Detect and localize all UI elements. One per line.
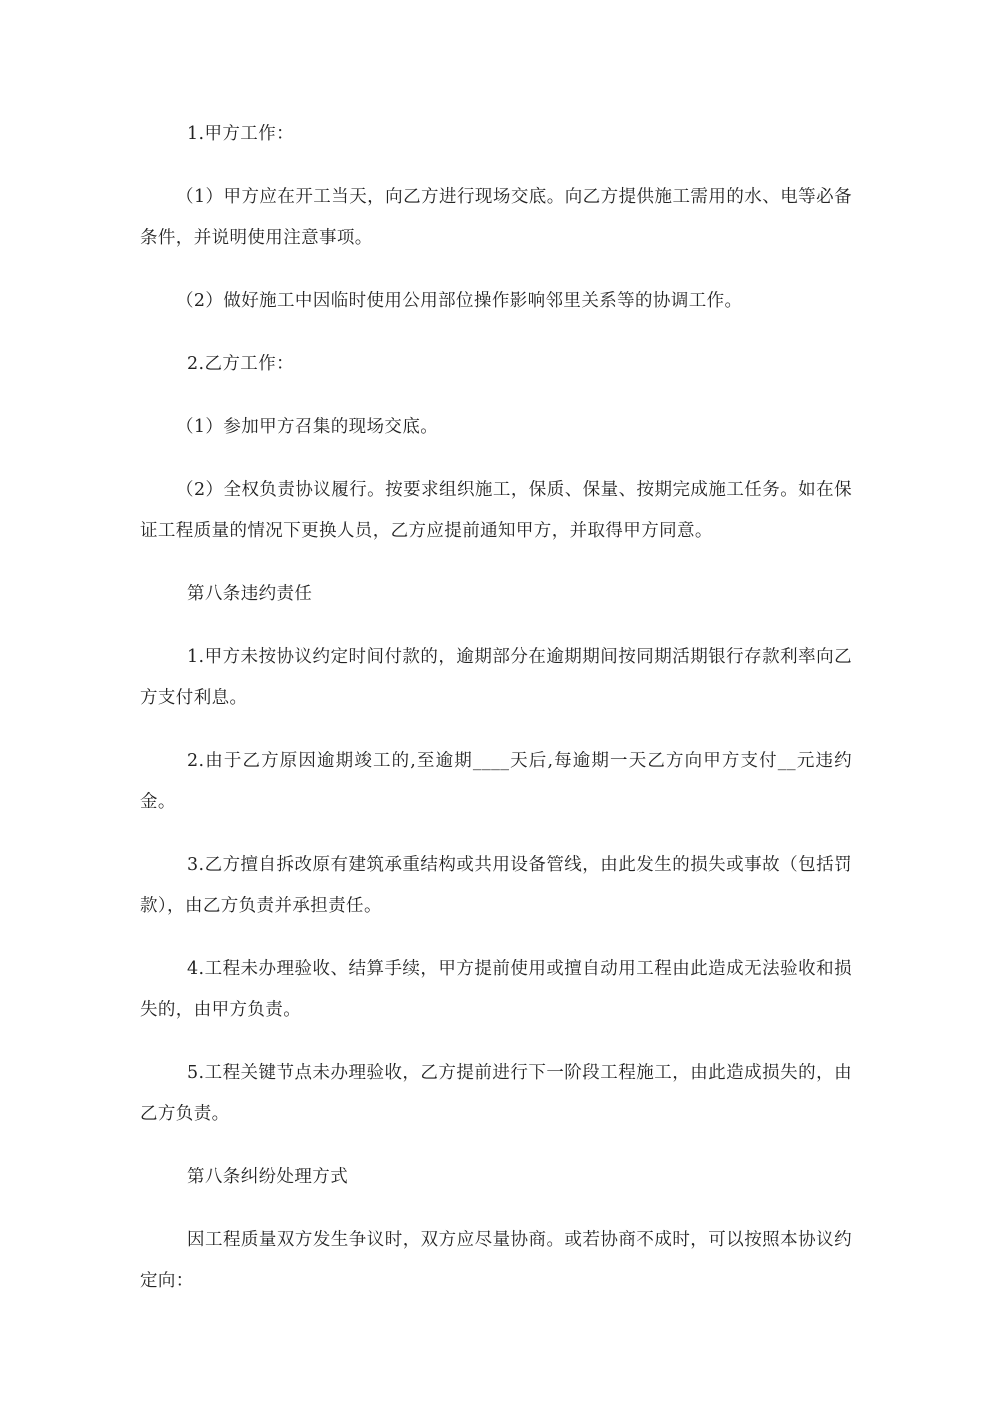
paragraph-party-b-work-heading: 2.乙方工作： (187, 354, 294, 374)
paragraph-party-a-item-1: （1）甲方应在开工当天，向乙方进行现场交底。向乙方提供施工需用的水、电等必备条件，并说明使用注意事项。 (140, 187, 852, 248)
paragraph-party-b-item-1: （1）参加甲方召集的现场交底。 (176, 417, 439, 437)
paragraph-party-b-item-2: （2）全权负责协议履行。按要求组织施工，保质、保量、按期完成施工任务。如在保证工程质量的情况下更换人员，乙方应提前通知甲方，并取得甲方同意。 (140, 480, 852, 541)
paragraph-liability-3: 3.乙方擅自拆改原有建筑承重结构或共用设备管线，由此发生的损失或事故（包括罚款），由乙方负责并承担责任。 (140, 855, 852, 916)
paragraph-liability-2: 2.由于乙方原因逾期竣工的,至逾期____天后,每逾期一天乙方向甲方支付__元违约金。 (140, 751, 852, 812)
paragraph-dispute-1: 因工程质量双方发生争议时，双方应尽量协商。或若协商不成时，可以按照本协议约定向： (140, 1230, 852, 1291)
paragraph-liability-4: 4.工程未办理验收、结算手续，甲方提前使用或擅自动用工程由此造成无法验收和损失的，由甲方负责。 (140, 959, 852, 1020)
paragraph-liability-1: 1.甲方未按协议约定时间付款的，逾期部分在逾期期间按同期活期银行存款利率向乙方支付利息。 (140, 647, 852, 708)
paragraph-liability-5: 5.工程关键节点未办理验收，乙方提前进行下一阶段工程施工，由此造成损失的，由乙方负责。 (140, 1063, 852, 1124)
section-heading-dispute: 第八条纠纷处理方式 (187, 1167, 349, 1187)
paragraph-party-a-item-2: （2）做好施工中因临时使用公用部位操作影响邻里关系等的协调工作。 (176, 291, 743, 311)
section-heading-liability: 第八条违约责任 (187, 584, 313, 604)
document-page (140, 114, 852, 1324)
paragraph-party-a-work-heading: 1.甲方工作： (187, 124, 294, 144)
